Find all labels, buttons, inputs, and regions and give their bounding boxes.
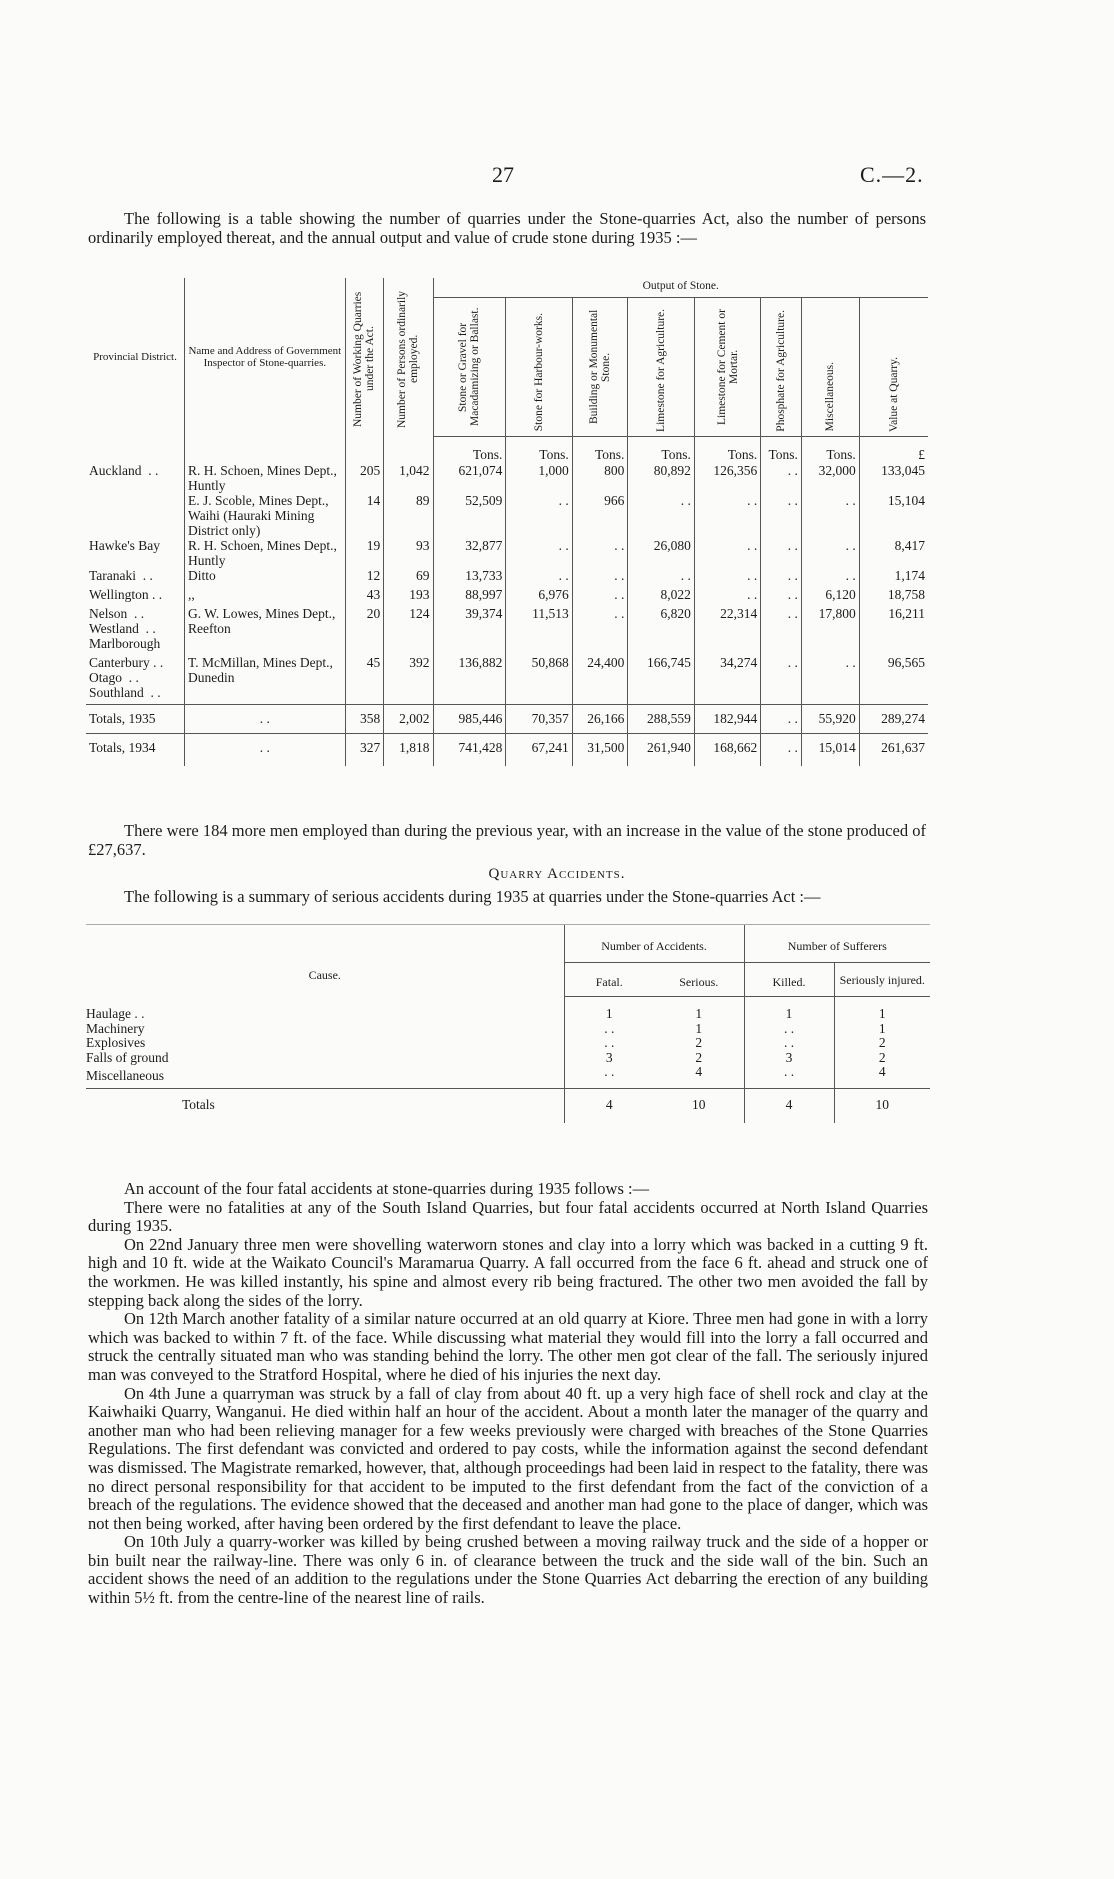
cell-value: 1,174 bbox=[859, 568, 928, 587]
cell-macadam: 32,877 bbox=[433, 538, 506, 568]
totals-building: 26,166 bbox=[572, 704, 628, 733]
cell-lime-cement: . . bbox=[694, 587, 760, 606]
totals-persons: 1,818 bbox=[384, 733, 433, 766]
totals-harbour: 70,357 bbox=[506, 704, 572, 733]
totals-inspector: . . bbox=[185, 704, 346, 733]
cell-harbour: 11,513 bbox=[506, 606, 572, 655]
narrative-paragraph: On 10th July a quarry-worker was killed by being crushed between a moving railway truck and the side of a hopper or bin built near the railway-line. There was only 6 in. of clearance between the truck and the side wall of the bin. Such an accident shows the need of an addition to the regulations under the Stone Quarries Act debarring the erection of any building within 5½ ft. from the centre-line of the nearest line of rails. bbox=[88, 1532, 928, 1608]
cell-misc: 32,000 bbox=[801, 463, 859, 493]
cell-phosphate: . . bbox=[761, 587, 802, 606]
cell-harbour: . . bbox=[506, 568, 572, 587]
header-lime-cement bbox=[694, 297, 760, 436]
table-row bbox=[86, 538, 928, 568]
cell-harbour: . . bbox=[506, 493, 572, 538]
totals-lime-agri: 261,940 bbox=[628, 733, 694, 766]
cell-injured: 1 bbox=[834, 997, 930, 1022]
accidents-totals-cell bbox=[86, 1088, 564, 1123]
header-cause: Cause. bbox=[86, 925, 564, 997]
cell-persons: 89 bbox=[384, 493, 433, 538]
header-killed: Killed. bbox=[744, 963, 834, 997]
cell-lime-cement: . . bbox=[694, 538, 760, 568]
header-lime-cement-text: Limestone for Cement or Mortar. bbox=[715, 308, 740, 425]
totals-inspector: . . bbox=[185, 733, 346, 766]
cell-serious: 4 bbox=[695, 1064, 703, 1079]
totals-building: 31,500 bbox=[572, 733, 628, 766]
totals-fatal: 4 bbox=[564, 1088, 654, 1123]
district-cell: Hawke's Bay bbox=[89, 537, 161, 553]
header-output-group: Output of Stone. bbox=[433, 278, 928, 297]
section-title: Quarry Accidents. bbox=[488, 866, 626, 882]
cell-misc: . . bbox=[801, 568, 859, 587]
cell-phosphate: . . bbox=[761, 493, 802, 538]
cause-cell bbox=[86, 1065, 564, 1088]
cell-fatal: . . bbox=[564, 1022, 654, 1037]
narrative-paragraph: On 4th June a quarryman was struck by a fall of clay from about 40 ft. up a very high face of shell rock and clay at the Kaiwhaiki Quarry, Wanganui. He died within half an hour of the accident. About a month later the manager of the quarry and another man who had been relieving manager for a few weeks previously were charged with breaches of the Stone Quarries Regulations. The first defendant was convicted and ordered to pay costs, while the information against the second defendant was dismissed. The Magistrate remarked, however, that, although proceedings had been laid in respect to the fatality, there was no direct personal responsibility for that accident to be imputed to the first defendant from the fact of the conviction of a breach of the regulations. The evidence showed that the deceased and another man had gone to the place of danger, which was not then being worked, after having been ordered by the first defendant to leave the place. bbox=[88, 1383, 928, 1533]
header-persons-text: Number of Persons ordinarily employed. bbox=[396, 290, 421, 428]
cell-lime-agri: 6,820 bbox=[628, 606, 694, 655]
district-cell bbox=[86, 493, 185, 538]
narrative-paragraph: On 12th March another fatality of a similar nature occurred at an old quarry at Kiore. Three men had gone in with a lorry which was backed to within 7 ft. of the face. While discussing what material they would fill into the lorry a fall occurred and struck the centrally situated man who was standing behind the lorry. The other men got clear of the fall. The seriously injured man was conveyed to the Stratford Hospital, where he died of his injuries the next day. bbox=[88, 1309, 928, 1384]
cell-building: 24,400 bbox=[572, 655, 628, 705]
accident-rows bbox=[86, 997, 930, 1089]
table-row bbox=[86, 655, 928, 705]
cell-building: . . bbox=[572, 568, 628, 587]
cell-misc: 17,800 bbox=[801, 606, 859, 655]
narrative-paragraph: There were no fatalities at any of the South Island Quarries, but four fatal accidents occurred at North Island Quarries during 1935. bbox=[88, 1197, 928, 1236]
table-row bbox=[86, 568, 928, 587]
header-value bbox=[859, 297, 928, 436]
cell-fatal: . . bbox=[564, 1065, 654, 1088]
header-building bbox=[572, 297, 628, 436]
unit-tons: Tons. bbox=[433, 436, 506, 463]
header-accidents-group: Number of Accidents. bbox=[564, 925, 744, 963]
totals-serious: 10 bbox=[654, 1088, 744, 1123]
cell-macadam: 136,882 bbox=[433, 655, 506, 705]
header-lime-agri-text: Limestone for Agriculture. bbox=[655, 308, 668, 432]
cell-lime-cement: 34,274 bbox=[694, 655, 760, 705]
cell-injured: 2 bbox=[834, 1036, 930, 1051]
cell-killed: . . bbox=[744, 1036, 834, 1051]
cell-lime-agri: 80,892 bbox=[628, 463, 694, 493]
district-cell: Taranaki . . bbox=[89, 567, 153, 583]
cell-macadam: 13,733 bbox=[433, 568, 506, 587]
header-injured: Seriously injured. bbox=[834, 963, 930, 997]
totals-misc: 15,014 bbox=[801, 733, 859, 766]
cause-label: Explosives bbox=[86, 1035, 146, 1050]
cell-value: 15,104 bbox=[859, 493, 928, 538]
cell-misc: 6,120 bbox=[801, 587, 859, 606]
cause-label: Falls of ground bbox=[86, 1049, 169, 1065]
table-row bbox=[86, 606, 928, 655]
district-cell: Canterbury . . Otago . . Southland . . bbox=[89, 654, 164, 700]
document-reference: C.—2. bbox=[860, 162, 924, 187]
cell-misc: . . bbox=[801, 655, 859, 705]
accidents-table bbox=[86, 924, 930, 1123]
totals-harbour: 67,241 bbox=[506, 733, 572, 766]
cell-persons: 193 bbox=[384, 587, 433, 606]
units-row bbox=[86, 436, 928, 463]
cell-phosphate: . . bbox=[761, 568, 802, 587]
inspector-cell: E. J. Scoble, Mines Dept., Waihi (Hauraki Mining District only) bbox=[185, 493, 346, 538]
cell-killed: 1 bbox=[744, 997, 834, 1022]
header-phosphate-text: Phosphate for Agriculture. bbox=[775, 309, 788, 432]
cell-phosphate: . . bbox=[761, 538, 802, 568]
totals-1934-row bbox=[86, 733, 928, 766]
header-harbour-text: Stone for Harbour-works. bbox=[533, 313, 546, 432]
cell-building: . . bbox=[572, 606, 628, 655]
unit-tons: Tons. bbox=[628, 436, 694, 463]
header-persons bbox=[384, 278, 433, 436]
header-inspector: Name and Address of Government Inspector of Stone-quarries. bbox=[185, 278, 346, 436]
cell-persons: 1,042 bbox=[384, 463, 433, 493]
cell-lime-cement: 22,314 bbox=[694, 606, 760, 655]
cell-persons: 392 bbox=[384, 655, 433, 705]
cell-quarries: 45 bbox=[345, 655, 384, 705]
cell-injured: 2 bbox=[834, 1051, 930, 1066]
totals-1935-row bbox=[86, 704, 928, 733]
cell-serious: 2 bbox=[695, 1035, 703, 1050]
inspector-cell: G. W. Lowes, Mines Dept., Reefton bbox=[185, 606, 346, 655]
cell-fatal: 1 bbox=[564, 997, 654, 1022]
table-row bbox=[86, 493, 928, 538]
cell-persons: 93 bbox=[384, 538, 433, 568]
unit-tons: Tons. bbox=[761, 436, 802, 463]
header-fatal: Fatal. bbox=[564, 963, 654, 997]
cell-lime-agri: . . bbox=[628, 493, 694, 538]
totals-label: Totals, 1935 bbox=[86, 704, 185, 733]
header-misc bbox=[801, 297, 859, 436]
inspector-cell: R. H. Schoen, Mines Dept., Huntly bbox=[185, 463, 346, 493]
cell-killed: . . bbox=[744, 1065, 834, 1088]
cell-lime-agri: 166,745 bbox=[628, 655, 694, 705]
cell-lime-cement: . . bbox=[694, 493, 760, 538]
header-district: Provincial District. bbox=[93, 351, 177, 363]
narrative-section bbox=[88, 1180, 928, 1608]
cell-quarries: 43 bbox=[345, 587, 384, 606]
cause-label: Haulage . . bbox=[86, 1005, 145, 1021]
cell-lime-agri: . . bbox=[628, 568, 694, 587]
cell-macadam: 52,509 bbox=[433, 493, 506, 538]
cause-cell bbox=[86, 997, 564, 1022]
cause-cell bbox=[86, 1022, 564, 1037]
cell-persons: 69 bbox=[384, 568, 433, 587]
cause-cell bbox=[86, 1051, 564, 1066]
totals-label: Totals, 1934 bbox=[86, 733, 185, 766]
cell-lime-agri: 8,022 bbox=[628, 587, 694, 606]
district-cell: Auckland . . bbox=[89, 462, 159, 478]
cell-macadam: 39,374 bbox=[433, 606, 506, 655]
cell-building: 966 bbox=[572, 493, 628, 538]
intro-paragraph: The following is a table showing the number of quarries under the Stone-quarries Act, also the number of persons ordinarily employed thereat, and the annual output and value of crude stone during 1935 :— bbox=[88, 209, 926, 247]
inspector-cell: ,, bbox=[185, 587, 346, 606]
header-serious: Serious. bbox=[654, 963, 744, 997]
table-row bbox=[86, 1022, 930, 1037]
cell-value: 8,417 bbox=[859, 538, 928, 568]
quarry-rows bbox=[86, 463, 928, 705]
cell-injured: 4 bbox=[834, 1065, 930, 1088]
totals-misc: 55,920 bbox=[801, 704, 859, 733]
totals-phosphate: . . bbox=[761, 733, 802, 766]
cell-harbour: 50,868 bbox=[506, 655, 572, 705]
totals-quarries: 327 bbox=[345, 733, 384, 766]
cell-phosphate: . . bbox=[761, 655, 802, 705]
table-row bbox=[86, 587, 928, 606]
cell-building: . . bbox=[572, 587, 628, 606]
unit-tons: Tons. bbox=[506, 436, 572, 463]
totals-lime-cement: 168,662 bbox=[694, 733, 760, 766]
quarry-output-table bbox=[86, 278, 928, 766]
header-macadam-text: Stone or Gravel for Macadamizing or Ballast. bbox=[457, 307, 482, 426]
cell-harbour: 1,000 bbox=[506, 463, 572, 493]
cell-killed: . . bbox=[744, 1022, 834, 1037]
cell-serious: 1 bbox=[695, 1006, 703, 1021]
cell-serious: 1 bbox=[695, 1020, 703, 1036]
cell-quarries: 14 bbox=[345, 493, 384, 538]
cell-lime-cement: 126,356 bbox=[694, 463, 760, 493]
header-quarries-text: Number of Working Quarries under the Act. bbox=[352, 291, 377, 427]
increase-paragraph: There were 184 more men employed than during the previous year, with an increase in the value of the stone produced of £27,637. bbox=[88, 821, 926, 859]
cell-value: 18,758 bbox=[859, 587, 928, 606]
cell-quarries: 19 bbox=[345, 538, 384, 568]
page-number: 27 bbox=[492, 162, 514, 187]
unit-tons: Tons. bbox=[694, 436, 760, 463]
cell-value: 96,565 bbox=[859, 655, 928, 705]
table-row bbox=[86, 1051, 930, 1066]
header-quarries bbox=[345, 278, 384, 436]
totals-macadam: 985,446 bbox=[433, 704, 506, 733]
district-cell: Nelson . . Westland . . Marlborough bbox=[89, 605, 161, 651]
cell-fatal: 3 bbox=[564, 1051, 654, 1066]
unit-tons: Tons. bbox=[572, 436, 628, 463]
cell-serious: 2 bbox=[695, 1049, 703, 1065]
cell-lime-agri: 26,080 bbox=[628, 538, 694, 568]
totals-value: 289,274 bbox=[859, 704, 928, 733]
inspector-cell: R. H. Schoen, Mines Dept., Huntly bbox=[185, 538, 346, 568]
header-misc-text: Miscellaneous. bbox=[824, 362, 837, 432]
unit-pound: £ bbox=[859, 436, 928, 463]
summary-paragraph: The following is a summary of serious accidents during 1935 at quarries under the Stone-quarries Act :— bbox=[124, 887, 821, 906]
cell-misc: . . bbox=[801, 538, 859, 568]
totals-lime-cement: 182,944 bbox=[694, 704, 760, 733]
header-sufferers-group: Number of Sufferers bbox=[744, 925, 930, 963]
cell-macadam: 621,074 bbox=[433, 463, 506, 493]
header-lime-agri bbox=[628, 297, 694, 436]
cell-killed: 3 bbox=[744, 1051, 834, 1066]
totals-killed: 4 bbox=[744, 1088, 834, 1123]
cell-quarries: 12 bbox=[345, 568, 384, 587]
header-harbour bbox=[506, 297, 572, 436]
accidents-totals-row bbox=[86, 1088, 930, 1123]
table-row bbox=[86, 1065, 930, 1088]
cell-persons: 124 bbox=[384, 606, 433, 655]
cell-phosphate: . . bbox=[761, 463, 802, 493]
table-row bbox=[86, 997, 930, 1022]
cause-cell bbox=[86, 1036, 564, 1051]
accidents-totals-label: Totals bbox=[182, 1096, 215, 1112]
header-building-text: Building or Monumental Stone. bbox=[588, 309, 613, 424]
narrative-paragraph: On 22nd January three men were shovelling waterworn stones and clay into a lorry which was backed in a cutting 9 ft. high and 10 ft. wide at the Waikato Council's Maramarua Quarry. A fall occurred from the face 6 ft. ahead and struck one of the workmen. He was killed instantly, his spine and almost every rib being fractured. The other two men avoided the fall by stepping back along the sides of the lorry. bbox=[88, 1234, 928, 1310]
cell-harbour: . . bbox=[506, 538, 572, 568]
totals-value: 261,637 bbox=[859, 733, 928, 766]
cell-building: 800 bbox=[572, 463, 628, 493]
table-row bbox=[86, 463, 928, 493]
table-row bbox=[86, 1036, 930, 1051]
narrative-paragraph: An account of the four fatal accidents at stone-quarries during 1935 follows :— bbox=[124, 1179, 650, 1198]
totals-quarries: 358 bbox=[345, 704, 384, 733]
cause-label: Machinery bbox=[86, 1020, 145, 1036]
cell-harbour: 6,976 bbox=[506, 587, 572, 606]
cell-fatal: . . bbox=[564, 1036, 654, 1051]
cell-injured: 1 bbox=[834, 1022, 930, 1037]
totals-macadam: 741,428 bbox=[433, 733, 506, 766]
header-macadam bbox=[433, 297, 506, 436]
cell-lime-cement: . . bbox=[694, 568, 760, 587]
cell-building: . . bbox=[572, 538, 628, 568]
cell-macadam: 88,997 bbox=[433, 587, 506, 606]
header-phosphate bbox=[761, 297, 802, 436]
cause-label: Miscellaneous bbox=[86, 1068, 164, 1083]
cell-quarries: 205 bbox=[345, 463, 384, 493]
totals-phosphate: . . bbox=[761, 704, 802, 733]
cell-quarries: 20 bbox=[345, 606, 384, 655]
totals-lime-agri: 288,559 bbox=[628, 704, 694, 733]
inspector-cell: T. McMillan, Mines Dept., Dunedin bbox=[185, 655, 346, 705]
cell-value: 133,045 bbox=[859, 463, 928, 493]
cell-value: 16,211 bbox=[859, 606, 928, 655]
cell-phosphate: . . bbox=[761, 606, 802, 655]
totals-persons: 2,002 bbox=[384, 704, 433, 733]
unit-tons: Tons. bbox=[801, 436, 859, 463]
cell-misc: . . bbox=[801, 493, 859, 538]
header-value-text: Value at Quarry. bbox=[887, 356, 900, 432]
district-cell: Wellington . . bbox=[89, 586, 163, 602]
totals-injured: 10 bbox=[834, 1088, 930, 1123]
inspector-cell: Ditto bbox=[185, 568, 346, 587]
